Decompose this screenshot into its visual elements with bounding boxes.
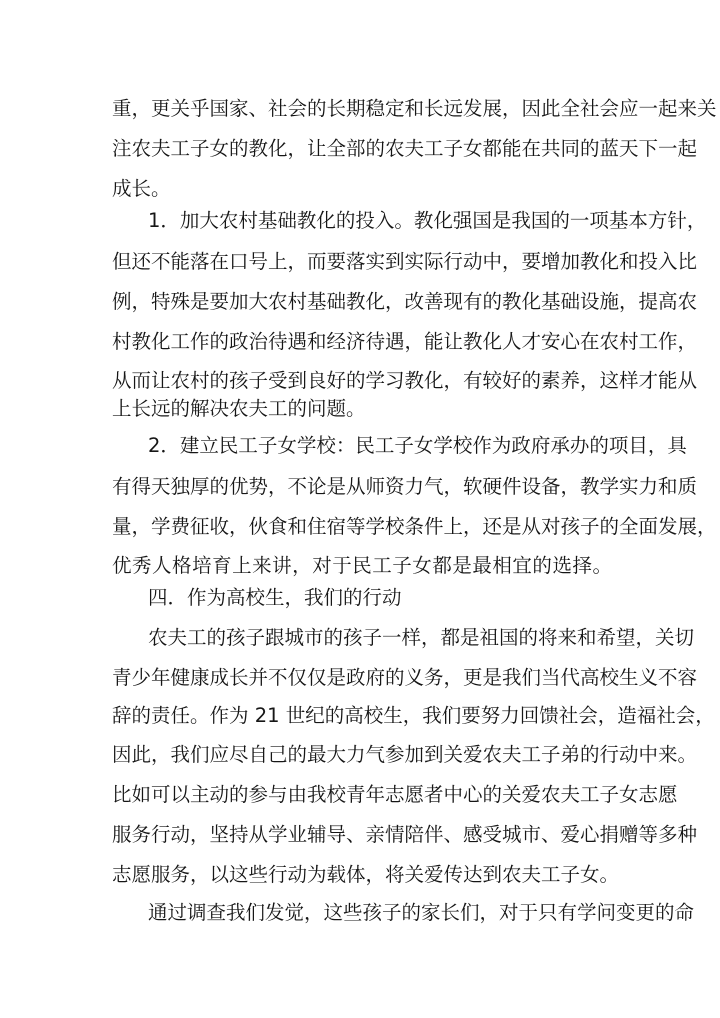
text-line: 重，更关乎国家、社会的长期稳定和长远发展，因此全社会应一起来关 (112, 97, 717, 120)
text-line: 有得天独厚的优势，不论是从师资力气，软硬件设备，教学实力和质 (112, 475, 698, 498)
text-line: 辞的责任。作为 21 世纪的高校生，我们要努力回馈社会，造福社会， (112, 704, 715, 727)
text-line: 量，学费征收，伙食和住宿等学校条件上，还是从对孩子的全面发展， (112, 515, 717, 538)
text-line: 例，特殊是要加大农村基础教化，改善现有的教化基础设施，提高农 (112, 290, 698, 313)
text-line: 但还不能落在口号上，而要落实到实际行动中，要增加教化和投入比 (112, 250, 698, 273)
text-line: 农夫工的孩子跟城市的孩子一样，都是祖国的将来和希望，关切 (148, 626, 695, 649)
section-heading: 四．作为高校生，我们的行动 (148, 586, 402, 609)
text-line: 注农夫工子女的教化，让全部的农夫工子女都能在共同的蓝天下一起 (112, 137, 698, 160)
text-line: 村教化工作的政治待遇和经济待遇，能让教化人才安心在农村工作， (112, 330, 698, 353)
text-line: 成长。 (112, 177, 171, 200)
text-line: 服务行动，坚持从学业辅导、亲情陪伴、感受城市、爱心捐赠等多种 (112, 823, 698, 846)
text-line: 2．建立民工子女学校：民工子女学校作为政府承办的项目，具 (148, 434, 687, 457)
text-line: 因此，我们应尽自己的最大力气参加到关爱农夫工子弟的行动中来。 (112, 743, 698, 766)
text-line: 优秀人格培育上来讲，对于民工子女都是最相宜的选择。 (112, 554, 612, 577)
text-line: 青少年健康成长并不仅仅是政府的义务，更是我们当代高校生义不容 (112, 666, 698, 689)
text-line: 上长远的解决农夫工的问题。 (112, 397, 366, 420)
text-line: 比如可以主动的参与由我校青年志愿者中心的关爱农夫工子女志愿 (112, 783, 678, 806)
text-line: 通过调查我们发觉，这些孩子的家长们，对于只有学问变更的命 (148, 901, 695, 924)
text-line: 志愿服务，以这些行动为载体，将关爱传达到农夫工子女。 (112, 863, 620, 886)
text-line: 从而让农村的孩子受到良好的学习教化，有较好的素养，这样才能从 (112, 369, 698, 392)
text-line: 1．加大农村基础教化的投入。教化强国是我国的一项基本方针， (148, 209, 707, 232)
